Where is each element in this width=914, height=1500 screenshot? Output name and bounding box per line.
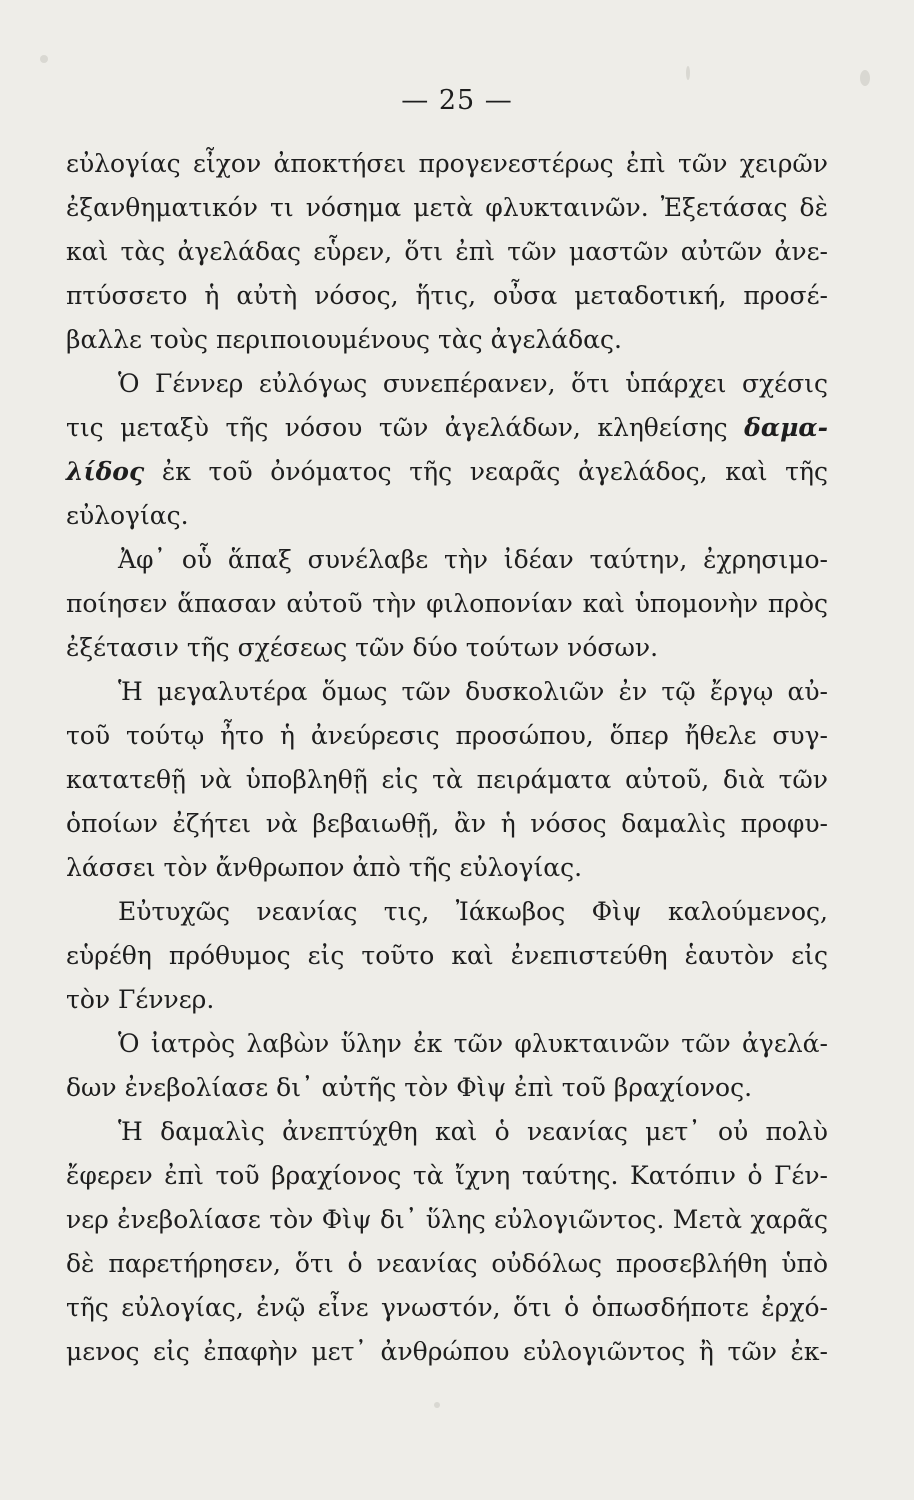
paragraph-first-line: Ἀφ᾿ οὗ ἅπαξ συνέλαβε τὴν ἰδέαν ταύτην, ἐχρησιμο- [118,545,828,574]
text-line: εὐλογίας εἶχον ἀποκτήσει προγενεστέρως ἐπὶ τῶν χειρῶν [66,149,828,178]
ink-speck [40,55,48,63]
text-line: ποίησεν ἅπασαν αὐτοῦ τὴν φιλοπονίαν καὶ ὑπομονὴν πρὸς [66,589,828,618]
ink-speck [860,70,870,86]
text-line: ὁποίων ἐζήτει νὰ βεβαιωθῇ, ἂν ἡ νόσος δαμαλὶς προφυ- [66,809,828,838]
text-line: λάσσει τὸν ἄνθρωπον ἀπὸ τῆς εὐλογίας. [66,853,583,882]
ink-speck [686,66,690,80]
text-line: εὐλογίας. [66,501,189,530]
text-line: τοῦ τούτῳ ἦτο ἡ ἀνεύρεσις προσώπου, ὅπερ ἤθελε συγ- [66,721,828,750]
text-line [66,450,828,494]
text-line: κατατεθῇ νὰ ὑποβληθῇ εἰς τὰ πειράματα αὐτοῦ, διὰ τῶν [66,765,828,794]
paragraph-first-line: Ἡ μεγαλυτέρα ὅμως τῶν δυσκολιῶν ἐν τῷ ἔργῳ αὐ- [118,677,828,706]
ink-speck [434,1402,440,1408]
text-line: τὸν Γέννερ. [66,985,215,1014]
text-segment: ἐκ τοῦ ὀνόματος τῆς νεαρᾶς ἀγελάδος, καὶ τῆς [161,457,828,486]
paragraph-first-line: Ὁ Γέννερ εὐλόγως συνεπέρανεν, ὅτι ὑπάρχει σχέσις [118,369,828,398]
emphasized-term: δαμα- [744,413,828,442]
text-line: δὲ παρετήρησεν, ὅτι ὁ νεανίας οὐδόλως προσεβλήθη ὑπὸ [66,1249,828,1278]
text-line: νερ ἐνεβολίασε τὸν Φὶψ δι᾿ ὕλης εὐλογιῶντος. Μετὰ χαρᾶς [66,1205,828,1234]
emphasized-term: λίδος [66,457,145,486]
text-segment: τις μεταξὺ τῆς νόσου τῶν ἀγελάδων, κληθείσης [66,413,728,442]
text-line [66,406,828,450]
text-line: ἔφερεν ἐπὶ τοῦ βραχίονος τὰ ἴχνη ταύτης. Κατόπιν ὁ Γέν- [66,1161,828,1190]
text-line: ἐξανθηματικόν τι νόσημα μετὰ φλυκταινῶν. Ἐξετάσας δὲ [66,193,828,222]
paragraph-first-line: Ἡ δαμαλὶς ἀνεπτύχθη καὶ ὁ νεανίας μετ᾿ οὐ πολὺ [118,1117,828,1146]
text-line: καὶ τὰς ἀγελάδας εὗρεν, ὅτι ἐπὶ τῶν μαστῶν αὐτῶν ἀνε- [66,237,828,266]
text-line: ἐξέτασιν τῆς σχέσεως τῶν δύο τούτων νόσων. [66,633,659,662]
text-line: τῆς εὐλογίας, ἐνῷ εἶνε γνωστόν, ὅτι ὁ ὁπωσδήποτε ἐρχό- [66,1293,828,1322]
paragraph-first-line: Ὁ ἰατρὸς λαβὼν ὕλην ἐκ τῶν φλυκταινῶν τῶν ἀγελά- [118,1029,828,1058]
text-line: μενος εἰς ἐπαφὴν μετ᾿ ἀνθρώπου εὐλογιῶντος ἢ τῶν ἐκ- [66,1337,828,1366]
page-number: — 25 — [401,85,513,116]
text-line: δων ἐνεβολίασε δι᾿ αὐτῆς τὸν Φὶψ ἐπὶ τοῦ βραχίονος. [66,1073,753,1102]
text-line: βαλλε τοὺς περιποιουμένους τὰς ἀγελάδας. [66,325,623,354]
paragraph-first-line: Εὐτυχῶς νεανίας τις, Ἰάκωβος Φὶψ καλούμενος, [118,897,828,926]
text-line: εὑρέθη πρόθυμος εἰς τοῦτο καὶ ἐνεπιστεύθη ἑαυτὸν εἰς [66,941,828,970]
text-line: πτύσσετο ἡ αὐτὴ νόσος, ἥτις, οὖσα μεταδοτική, προσέ- [66,281,828,310]
